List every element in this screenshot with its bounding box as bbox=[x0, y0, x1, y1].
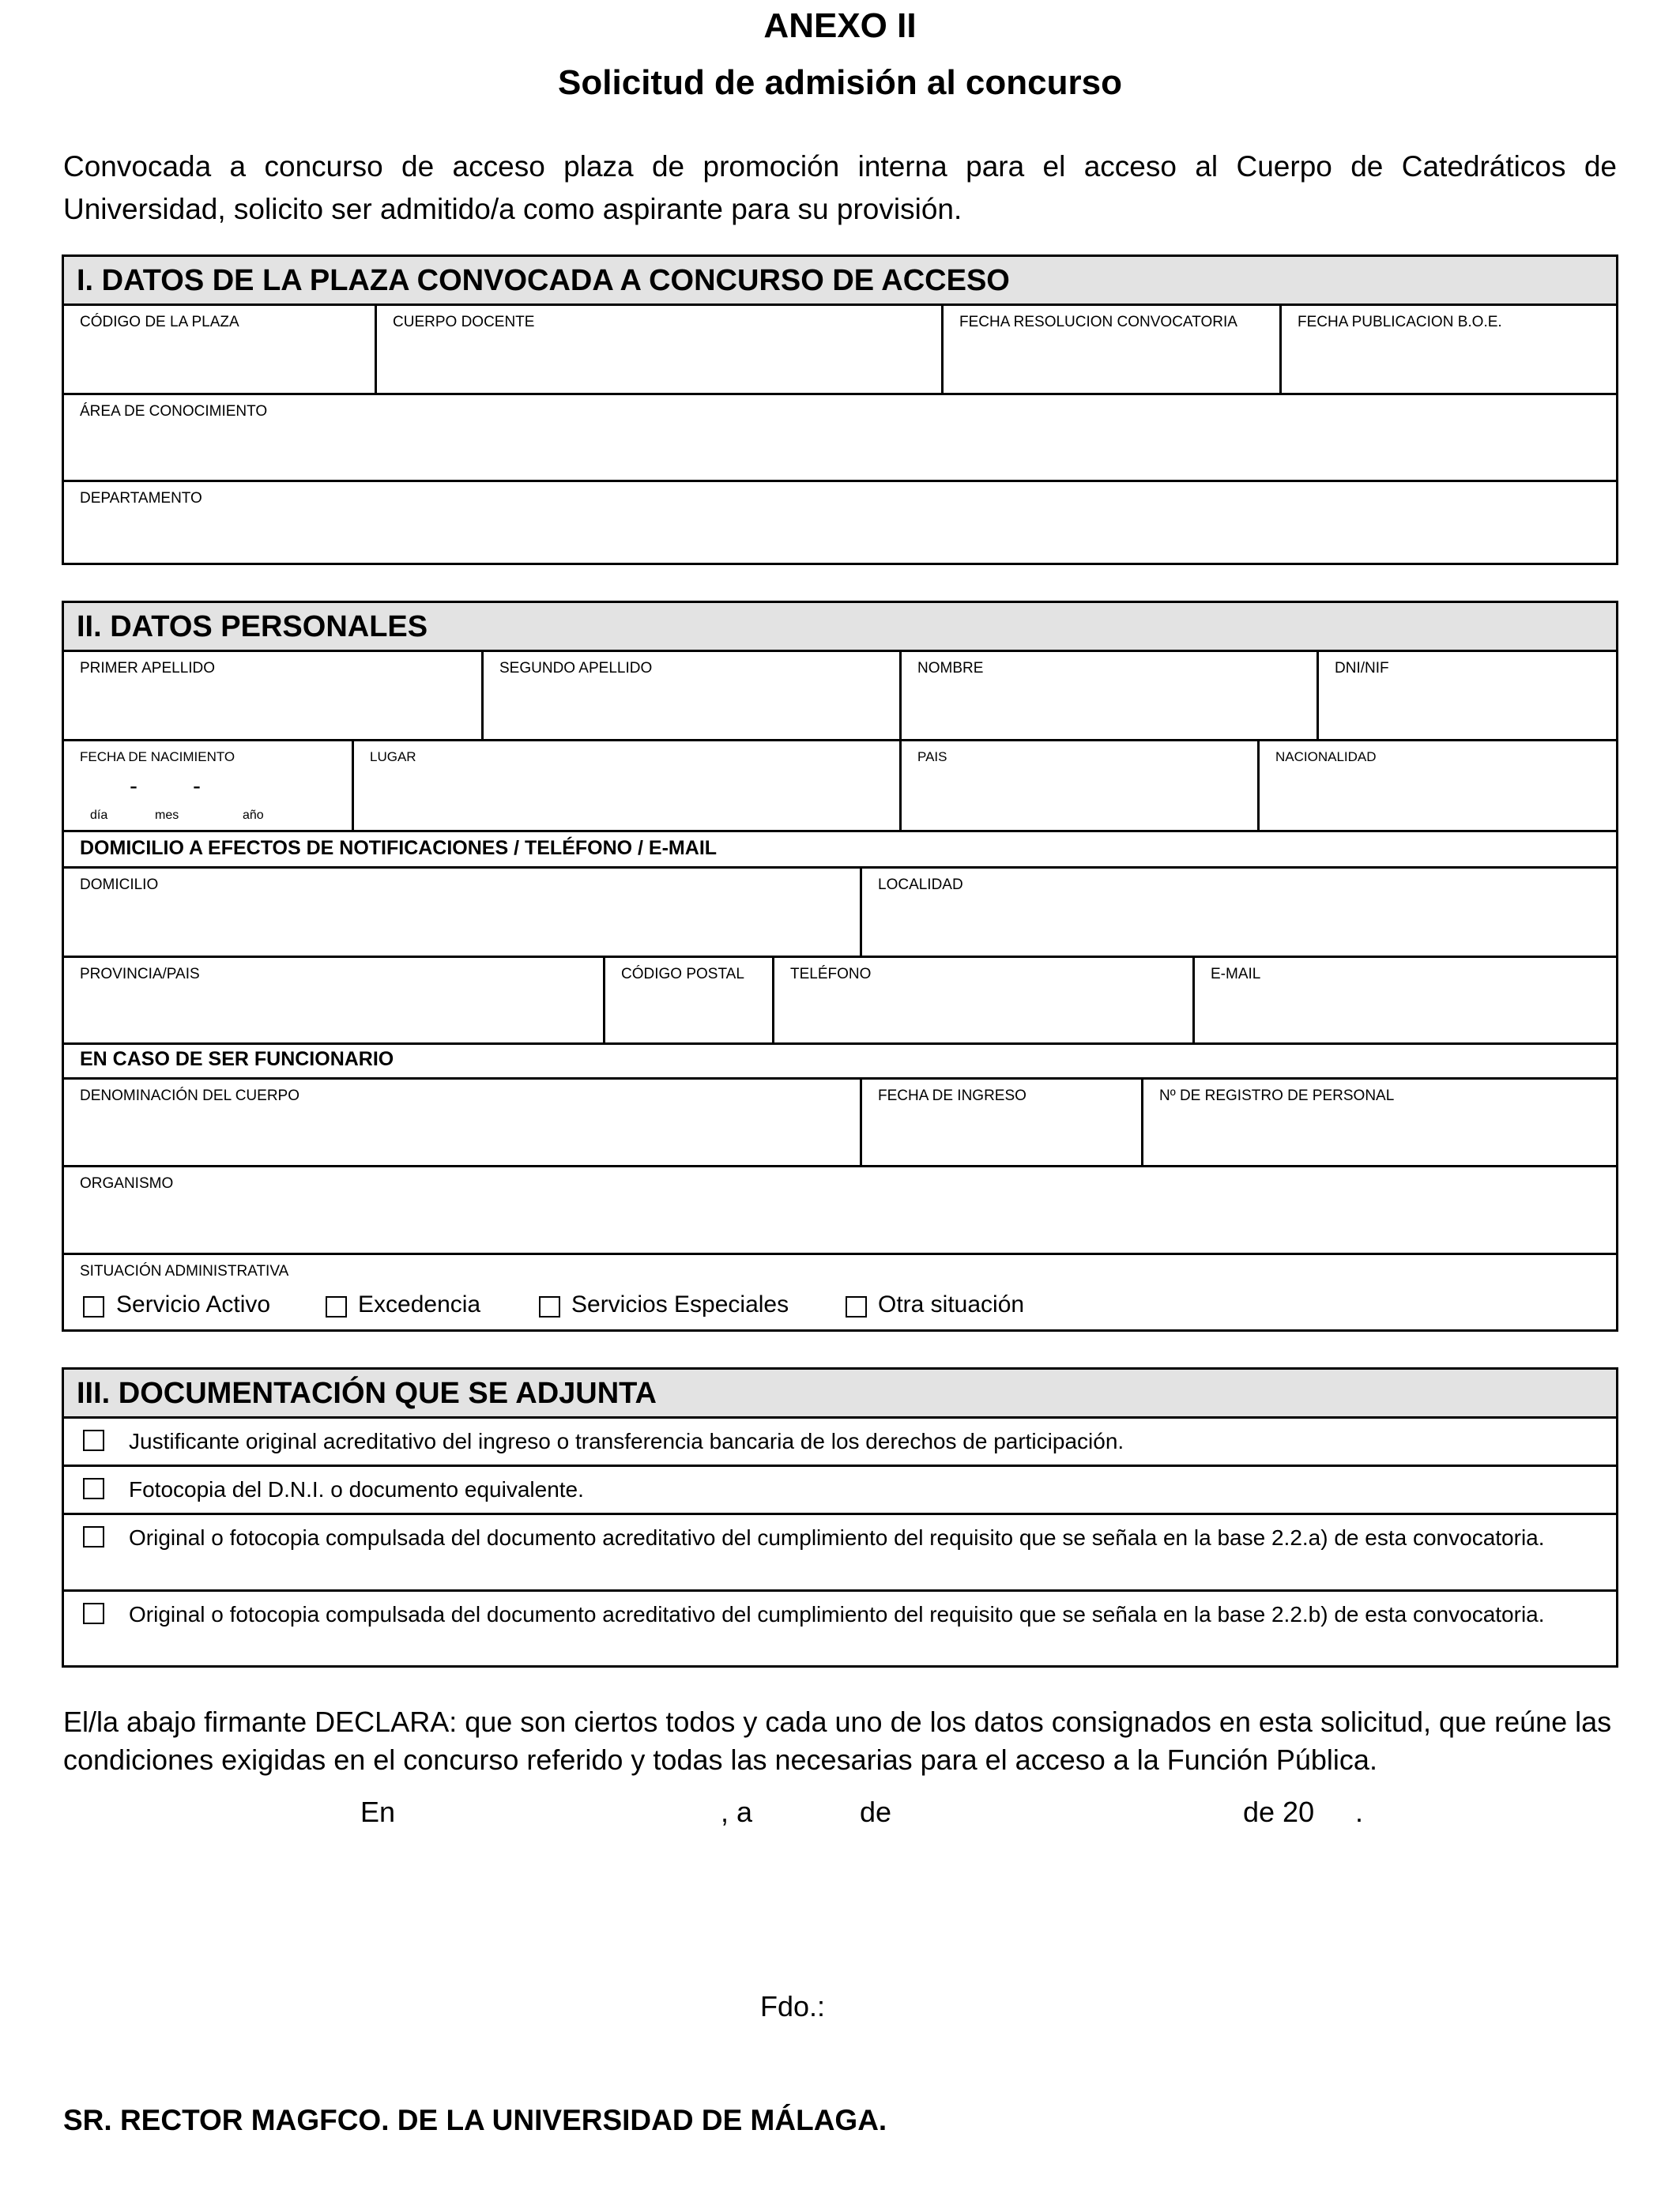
date-dot: . bbox=[1355, 1796, 1364, 1828]
cuerpo-docente-label: CUERPO DOCENTE bbox=[393, 314, 535, 330]
section-plaza-title: I. DATOS DE LA PLAZA CONVOCADA A CONCURSO DE ACCESO bbox=[64, 257, 1616, 306]
mes-label: mes bbox=[155, 809, 179, 822]
telefono-label: TELÉFONO bbox=[790, 966, 872, 982]
doc-item-text: Justificante original acreditativo del ingreso o transferencia bancaria de los derechos de participación. bbox=[129, 1429, 1124, 1453]
situacion-administrativa bbox=[64, 1255, 1616, 1329]
codigo-plaza-label: CÓDIGO DE LA PLAZA bbox=[80, 314, 239, 330]
codigo-plaza-field[interactable] bbox=[64, 306, 375, 393]
pais-label: PAIS bbox=[917, 749, 947, 764]
servicio-activo-label: Servicio Activo bbox=[116, 1291, 271, 1318]
dni-label: DNI/NIF bbox=[1335, 660, 1389, 677]
date-separator-1: - bbox=[130, 773, 137, 799]
domicilio-heading: DOMICILIO A EFECTOS DE NOTIFICACIONES / TELÉFONO / E-MAIL bbox=[80, 837, 718, 859]
nombre-field[interactable] bbox=[902, 652, 1317, 739]
denominacion-label: DENOMINACIÓN DEL CUERPO bbox=[80, 1088, 299, 1104]
area-conocimiento-field[interactable] bbox=[64, 395, 1616, 480]
date-year-label: de 20 bbox=[1243, 1796, 1315, 1828]
departamento-label: DEPARTAMENTO bbox=[80, 490, 202, 507]
date-de-label: de bbox=[860, 1796, 892, 1828]
date-en-label: En bbox=[360, 1796, 396, 1828]
nacionalidad-label: NACIONALIDAD bbox=[1275, 749, 1377, 764]
doc-item bbox=[64, 1515, 1616, 1589]
date-separator-2: - bbox=[193, 773, 201, 799]
segundo-apellido-field[interactable] bbox=[484, 652, 899, 739]
doc-item-text: Original o fotocopia compulsada del documento acreditativo del cumplimiento del requisito que se señala en la base 2.2.a) de esta convocatoria. bbox=[129, 1525, 1545, 1550]
document-title: ANEXO II bbox=[763, 6, 917, 45]
domicilio-label: DOMICILIO bbox=[80, 876, 159, 893]
denominacion-field[interactable] bbox=[64, 1080, 860, 1165]
otra-situacion-label: Otra situación bbox=[878, 1291, 1025, 1318]
servicio-activo-checkbox[interactable] bbox=[83, 1296, 104, 1318]
doc-checkbox-1[interactable] bbox=[83, 1430, 104, 1451]
provincia-field[interactable] bbox=[64, 958, 603, 1042]
lugar-field[interactable] bbox=[354, 741, 899, 830]
section-documentacion-title: III. DOCUMENTACIÓN QUE SE ADJUNTA bbox=[64, 1370, 1616, 1419]
email-label: E-MAIL bbox=[1211, 966, 1261, 982]
doc-item bbox=[64, 1467, 1616, 1513]
fecha-resolucion-label: FECHA RESOLUCION CONVOCATORIA bbox=[959, 314, 1237, 330]
email-field[interactable] bbox=[1195, 958, 1616, 1042]
doc-checkbox-2[interactable] bbox=[83, 1478, 104, 1499]
fecha-publicacion-field[interactable] bbox=[1282, 306, 1614, 393]
date-a-label: , a bbox=[721, 1796, 753, 1828]
situacion-label: SITUACIÓN ADMINISTRATIVA bbox=[80, 1263, 289, 1280]
registro-personal-label: Nº DE REGISTRO DE PERSONAL bbox=[1159, 1088, 1395, 1104]
intro-paragraph: Convocada a concurso de acceso plaza de promoción interna para el acceso al Cuerpo de Catedráticos de Universidad, solicito ser admitido/a como aspirante para su provisión. bbox=[63, 150, 1617, 225]
doc-checkbox-4[interactable] bbox=[83, 1603, 104, 1624]
signature-label: Fdo.: bbox=[760, 1990, 826, 2022]
pais-field[interactable] bbox=[902, 741, 1257, 830]
registro-personal-field[interactable] bbox=[1143, 1080, 1616, 1165]
codigo-postal-field[interactable] bbox=[605, 958, 772, 1042]
localidad-field[interactable] bbox=[862, 869, 1616, 956]
funcionario-heading: EN CASO DE SER FUNCIONARIO bbox=[80, 1048, 394, 1070]
primer-apellido-label: PRIMER APELLIDO bbox=[80, 660, 216, 677]
fecha-publicacion-label: FECHA PUBLICACION B.O.E. bbox=[1298, 314, 1502, 330]
fecha-nacimiento-label: FECHA DE NACIMIENTO bbox=[80, 749, 235, 764]
doc-item bbox=[64, 1592, 1616, 1665]
excedencia-label: Excedencia bbox=[358, 1291, 481, 1318]
anio-label: año bbox=[243, 809, 264, 822]
doc-item bbox=[64, 1419, 1616, 1465]
declaration-text: El/la abajo firmante DECLARA: que son ciertos todos y cada uno de los datos consignados en esta solicitud, que reúne las condiciones exigidas en el concurso referido y todas las necesarias para el acceso a la Función Pública. bbox=[63, 1706, 1612, 1776]
departamento-field[interactable] bbox=[64, 482, 1616, 563]
area-conocimiento-label: ÁREA DE CONOCIMIENTO bbox=[80, 403, 268, 420]
organismo-field[interactable] bbox=[64, 1167, 1616, 1253]
fecha-ingreso-field[interactable] bbox=[862, 1080, 1141, 1165]
localidad-label: LOCALIDAD bbox=[878, 876, 963, 893]
addressee: SR. RECTOR MAGFCO. DE LA UNIVERSIDAD DE MÁLAGA. bbox=[63, 2104, 887, 2136]
fecha-resolucion-field[interactable] bbox=[944, 306, 1279, 393]
fecha-ingreso-label: FECHA DE INGRESO bbox=[878, 1088, 1026, 1104]
nombre-label: NOMBRE bbox=[917, 660, 984, 677]
segundo-apellido-label: SEGUNDO APELLIDO bbox=[499, 660, 653, 677]
provincia-label: PROVINCIA/PAIS bbox=[80, 966, 200, 982]
doc-item-text: Fotocopia del D.N.I. o documento equivalente. bbox=[129, 1477, 584, 1502]
doc-item-text: Original o fotocopia compulsada del documento acreditativo del cumplimiento del requisito que se señala en la base 2.2.b) de esta convocatoria. bbox=[129, 1602, 1545, 1627]
primer-apellido-field[interactable] bbox=[64, 652, 481, 739]
section-personales bbox=[62, 601, 1618, 1332]
section-personales-title: II. DATOS PERSONALES bbox=[64, 603, 1616, 652]
section-documentacion bbox=[62, 1367, 1618, 1668]
dia-label: día bbox=[90, 809, 108, 822]
organismo-label: ORGANISMO bbox=[80, 1175, 174, 1192]
otra-situacion-checkbox[interactable] bbox=[846, 1296, 867, 1318]
telefono-field[interactable] bbox=[774, 958, 1192, 1042]
document-subtitle: Solicitud de admisión al concurso bbox=[558, 63, 1122, 102]
nacionalidad-field[interactable] bbox=[1260, 741, 1616, 830]
lugar-label: LUGAR bbox=[370, 749, 416, 764]
fecha-nacimiento-field[interactable] bbox=[64, 741, 352, 830]
dni-field[interactable] bbox=[1319, 652, 1616, 739]
domicilio-field[interactable] bbox=[64, 869, 860, 956]
excedencia-checkbox[interactable] bbox=[326, 1296, 347, 1318]
servicios-especiales-checkbox[interactable] bbox=[539, 1296, 560, 1318]
servicios-especiales-label: Servicios Especiales bbox=[571, 1291, 789, 1318]
cuerpo-docente-field[interactable] bbox=[377, 306, 941, 393]
doc-checkbox-3[interactable] bbox=[83, 1526, 104, 1547]
section-plaza bbox=[62, 254, 1618, 565]
codigo-postal-label: CÓDIGO POSTAL bbox=[621, 966, 744, 982]
